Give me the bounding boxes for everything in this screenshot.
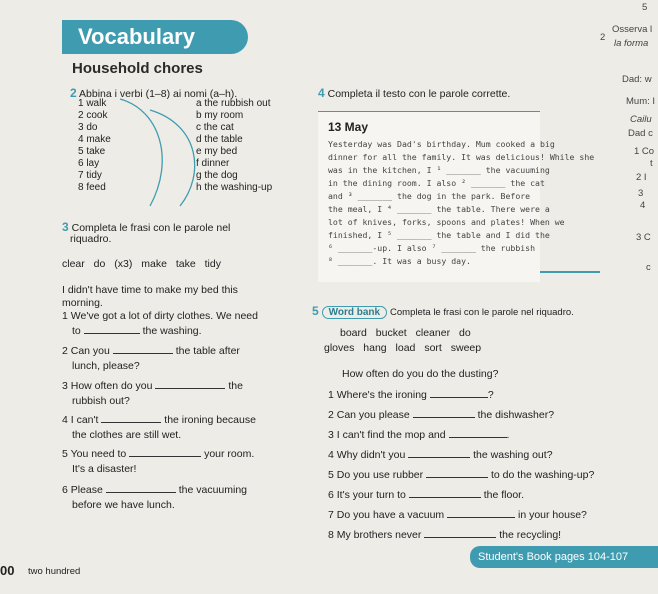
ex3-item-4 xyxy=(62,414,256,441)
noun-item: h the washing-up xyxy=(196,182,273,193)
item-text: 5 Do you use rubber xyxy=(328,469,424,481)
answer-blank[interactable] xyxy=(84,333,140,334)
ex2-nouns xyxy=(196,98,272,194)
diary-line: the meal, I ⁴ _______ the table. There were a xyxy=(328,204,550,214)
item-text: lunch, please? xyxy=(72,360,140,372)
ex5-item-3 xyxy=(328,425,594,445)
ex3-instruction-line2: riquadro. xyxy=(70,233,112,245)
ex4-number: 4 xyxy=(318,86,325,100)
section-title: Household chores xyxy=(72,60,203,77)
diary-line: in the dining room. I also ² _______ the cat xyxy=(328,178,545,188)
diary-date: 13 May xyxy=(328,120,369,134)
side-c: c xyxy=(646,262,651,273)
ex2-verbs xyxy=(78,98,111,194)
item-text: 8 My brothers never xyxy=(328,529,422,541)
item-text: 7 Do you have a vacuum xyxy=(328,509,445,521)
answer-blank[interactable] xyxy=(424,537,496,538)
diary-line: dinner for all the family. It was delicious! While she xyxy=(328,152,595,162)
ex2-instruction-text: Abbina i verbi (1–8) ai nomi (a–h). xyxy=(79,88,238,100)
ex3-number: 3 xyxy=(62,220,69,234)
item-text: 1 We've got a lot of dirty clothes. We need xyxy=(62,310,258,322)
item-text: rubbish out? xyxy=(72,395,130,407)
item-text: to do the washing-up? xyxy=(491,469,595,481)
answer-blank[interactable] xyxy=(101,422,161,423)
side-item-3: 3 xyxy=(638,188,644,199)
item-text: ? xyxy=(487,389,494,401)
ex5-item-4 xyxy=(328,445,594,465)
ex4-instruction-text: Completa il testo con le parole corrette. xyxy=(327,88,511,100)
ex5-instruction-text: Completa le frasi con le parole nel riquadro. xyxy=(390,307,574,318)
item-text: 6 It's your turn to xyxy=(328,489,406,501)
verb-item: 8 feed xyxy=(78,182,106,193)
item-text: the recycling! xyxy=(499,529,562,541)
side-top-number: 5 xyxy=(642,2,648,13)
item-text: 2 Can you xyxy=(62,345,110,357)
noun-item: e my bed xyxy=(196,146,238,157)
ex5-item-5 xyxy=(328,465,594,485)
noun-item: f dinner xyxy=(196,158,230,169)
ex5-number: 5 xyxy=(312,304,319,318)
side-forma: la forma xyxy=(614,38,649,49)
item-text: the dishwasher? xyxy=(477,409,555,421)
ex3-instruction-line1: Completa le frasi con le parole nel xyxy=(71,222,231,234)
noun-item: c the cat xyxy=(196,122,234,133)
item-text: 3 I can't find the mop and xyxy=(328,429,446,441)
ex3-word-box: clear do (x3) make take tidy xyxy=(62,258,221,270)
ex5-items xyxy=(328,385,594,545)
item-text: 6 Please xyxy=(62,484,103,496)
side-dad: Dad: w xyxy=(622,74,652,85)
ex5-example: How often do you do the dusting? xyxy=(342,368,499,380)
answer-blank[interactable] xyxy=(106,492,176,493)
ex3-item-3 xyxy=(62,380,243,407)
diary-line: Yesterday was Dad's birthday. Mum cooked a big xyxy=(328,139,555,149)
verb-item: 4 make xyxy=(78,134,111,145)
word-bank-badge: Word bank xyxy=(322,306,387,319)
ex3-item-6 xyxy=(62,484,247,511)
noun-item: a the rubbish out xyxy=(196,98,271,109)
diary-text xyxy=(328,138,594,268)
item-text: 5 You need to xyxy=(62,448,127,460)
side-mum: Mum: I xyxy=(626,96,656,107)
item-text: the washing. xyxy=(142,325,202,337)
verb-item: 2 cook xyxy=(78,110,108,121)
item-text: 4 I can't xyxy=(62,414,99,426)
answer-blank[interactable] xyxy=(449,437,507,438)
diary-line: ⁸ _______. It was a busy day. xyxy=(328,256,471,266)
noun-item: g the dog xyxy=(196,170,238,181)
side-dad2: Dad c xyxy=(628,128,653,139)
verb-item: 6 lay xyxy=(78,158,100,169)
side-item-1: 1 Co xyxy=(634,146,655,157)
item-text: the vacuuming xyxy=(178,484,248,496)
answer-blank[interactable] xyxy=(447,517,515,518)
side-item-2: 2 I xyxy=(636,172,647,183)
answer-blank[interactable] xyxy=(426,477,488,478)
item-text: It's a disaster! xyxy=(72,463,137,475)
diary-line: lot of knives, forks, spoons and plates! When we xyxy=(328,217,565,227)
item-text: the washing out? xyxy=(473,449,553,461)
ex3-item-5 xyxy=(62,448,254,475)
diary-line: ⁶ _______-up. I also ⁷ _______ the rubbish xyxy=(328,243,536,253)
answer-blank[interactable] xyxy=(408,457,470,458)
item-text: 4 Why didn't you xyxy=(328,449,406,461)
diary-line: was in the kitchen, I ¹ _______ the vacuuming xyxy=(328,165,550,175)
ex3-example-line1: I didn't have time to make my bed this xyxy=(62,284,238,296)
item-text: 2 Can you please xyxy=(328,409,410,421)
vocabulary-banner: Vocabulary xyxy=(62,20,248,54)
item-text: your room. xyxy=(204,448,255,460)
answer-blank[interactable] xyxy=(413,417,475,418)
item-text: 3 How often do you xyxy=(62,380,153,392)
item-text: the clothes are still wet. xyxy=(72,429,182,441)
side-t: t xyxy=(650,158,653,169)
ex3-item-2 xyxy=(62,345,240,372)
ex5-item-1 xyxy=(328,385,594,405)
ex3-example-line2: morning. xyxy=(62,297,103,309)
item-text: 1 Where's the ironing xyxy=(328,389,427,401)
side-cailum: Cailu xyxy=(630,114,652,125)
verb-item: 5 take xyxy=(78,146,106,157)
item-text: the table after xyxy=(175,345,240,357)
side-number: 2 xyxy=(600,32,606,43)
ex5-instruction xyxy=(312,304,574,319)
answer-blank[interactable] xyxy=(113,353,173,354)
verb-item: 7 tidy xyxy=(78,170,102,181)
ex5-item-8 xyxy=(328,525,594,545)
ex3-item-1 xyxy=(62,310,258,337)
page-number-words: two hundred xyxy=(28,566,81,577)
side-item-3c: 3 C xyxy=(636,232,651,243)
ex2-number: 2 xyxy=(70,86,77,100)
ex5-item-7 xyxy=(328,505,594,525)
verb-item: 3 do xyxy=(78,122,98,133)
page-number: 00 xyxy=(0,563,15,578)
ex5-item-6 xyxy=(328,485,594,505)
answer-blank[interactable] xyxy=(430,397,488,398)
verb-item: 1 walk xyxy=(78,98,107,109)
noun-item: d the table xyxy=(196,134,243,145)
diary-line: finished, I ⁵ _______ the table and I did the xyxy=(328,230,550,240)
item-text: the ironing because xyxy=(164,414,256,426)
item-text: . xyxy=(506,429,510,441)
ex5-words-line2: gloves hang load sort sweep xyxy=(324,342,482,354)
answer-blank[interactable] xyxy=(155,388,225,389)
side-osserva: Osserva l xyxy=(612,24,653,35)
diary-line: and ³ _______ the dog in the park. Before xyxy=(328,191,531,201)
ex5-words-line1: board bucket cleaner do xyxy=(340,327,471,339)
item-text: the floor. xyxy=(483,489,524,501)
ex4-instruction xyxy=(318,86,510,100)
answer-blank[interactable] xyxy=(129,456,201,457)
item-text: the xyxy=(228,380,243,392)
item-text: to xyxy=(72,325,81,337)
item-text: before we have lunch. xyxy=(72,499,175,511)
noun-item: b my room xyxy=(196,110,244,121)
ex5-item-2 xyxy=(328,405,594,425)
answer-blank[interactable] xyxy=(409,497,481,498)
side-item-4: 4 xyxy=(640,200,646,211)
ex3-instruction xyxy=(62,220,230,234)
students-book-link[interactable]: Student's Book pages 104-107 xyxy=(470,546,658,568)
item-text: in your house? xyxy=(518,509,587,521)
